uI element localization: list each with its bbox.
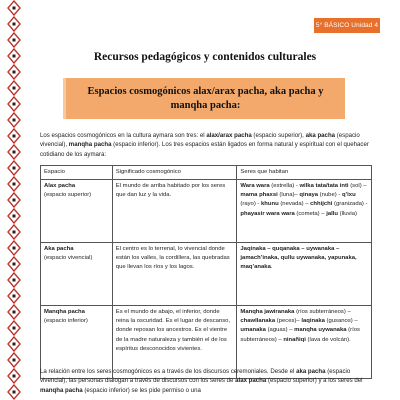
being-name: q’ixu — [341, 192, 356, 199]
being-gloss: (lava de volcán). — [305, 336, 351, 343]
being-gloss: (estrella) - — [269, 183, 300, 190]
being-name: khunu — [261, 201, 279, 208]
border-dot — [13, 87, 16, 90]
being-name: Manqha jawiranaka — [240, 309, 295, 316]
being-name: jallu — [326, 210, 338, 217]
section-heading: Espacios cosmogónicos alax/arax pacha, aka pacha y manqha pacha: — [87, 85, 324, 111]
outro-text: (espacio vivencial), las personas dialogan a través de discursos con los seres de — [40, 368, 351, 385]
being-gloss: (granizada) - — [332, 201, 368, 208]
column-header: Seres que habitan — [237, 166, 372, 180]
border-dot — [13, 295, 16, 298]
being-gloss: (nevada) – — [278, 201, 311, 208]
intro-term: aka pacha — [305, 132, 336, 139]
being-name: chhijchi — [310, 201, 333, 208]
border-dot — [13, 231, 16, 234]
closing-paragraph — [40, 367, 372, 395]
outro-term: manqha pacha — [40, 386, 83, 394]
grade-badge-label: 5° BÁSICO Unidad 4 — [315, 22, 379, 29]
space-name: Aka pacha — [44, 246, 74, 253]
border-dot — [13, 103, 16, 106]
being-gloss: . — [270, 264, 273, 271]
space-cell — [41, 180, 113, 243]
table-row — [41, 180, 372, 243]
table-row — [41, 243, 372, 306]
border-dot — [13, 375, 16, 378]
being-gloss: (aguas) – — [265, 327, 295, 334]
intro-text: Los espacios cosmogónicos en la cultura aymara son tres: el — [40, 132, 207, 139]
border-dot — [13, 135, 16, 138]
being-name: Jaqinaka – quqanaka – uywanaka – jamach’inaka, qullu uywanaka, yapunaka, maq’anaka — [240, 246, 357, 271]
border-dot — [13, 151, 16, 154]
border-dot — [13, 167, 16, 170]
border-dot — [13, 327, 16, 330]
border-dot — [13, 359, 16, 362]
beings-cell — [237, 180, 372, 243]
outro-text: (espacio inferior) se les pide permiso o una — [82, 386, 201, 394]
meaning-cell: El mundo de arriba habitado por los seres que dan luz y la vida. — [112, 180, 237, 243]
outro-text: (espacio superior) y a los seres del — [266, 377, 363, 385]
being-name: wilka tata/tata inti — [299, 183, 349, 190]
being-gloss: (rayo) - — [240, 201, 262, 208]
border-dot — [13, 247, 16, 250]
being-gloss: (nube) - — [318, 192, 342, 199]
being-gloss: (ríos subterráneos) – — [294, 309, 351, 316]
table-header-row — [41, 166, 372, 180]
space-name: Manqha pacha — [44, 309, 85, 316]
border-dot — [13, 391, 16, 394]
border-dot — [13, 7, 16, 10]
intro-text: (espacio inferior). Los tres espacios están ligados en forma natural y espiritual con el quehacer cotidiano de los aymara: — [40, 141, 369, 158]
being-gloss: (ríos subterráneos) – — [240, 327, 360, 343]
border-dot — [13, 39, 16, 42]
intro-term: alax/arax pacha — [206, 132, 252, 139]
page-title: Recursos pedagógicos y contenidos culturales — [93, 51, 317, 63]
cosmogonic-spaces-table — [40, 165, 372, 379]
intro-text: (espacio superior), — [251, 132, 306, 139]
grade-badge — [314, 18, 380, 33]
meaning-cell: El centro es lo terrenal, lo vivencial donde están los valles, la cordillera, las quebradas que llevan los ríos y los lagos. — [112, 243, 237, 306]
meaning-cell: Es el mundo de abajo, el inferior, donde reina la oscuridad. Es el lugar de descanso, donde reposan los ancestros. Es el vientre de la madre naturaleza y también el de los espíritus desconocidos vivientes. — [112, 306, 237, 379]
being-name: phayasir wara wara — [240, 210, 295, 217]
border-dot — [13, 71, 16, 74]
border-dot — [13, 263, 16, 266]
outro-term: aka pacha — [296, 368, 326, 375]
column-header: Espacio — [41, 166, 113, 180]
space-note: (espacio vivencial) — [44, 255, 93, 262]
being-name: ninañiqi — [283, 336, 306, 343]
space-note: (espacio inferior) — [44, 318, 88, 325]
being-name: umanaka — [240, 327, 266, 334]
space-name: Alax pacha — [44, 183, 76, 190]
being-name: qinaya — [299, 192, 319, 199]
outro-term: alax pacha — [235, 377, 267, 385]
being-gloss: (peces)– — [275, 318, 302, 325]
border-dot — [13, 183, 16, 186]
border-dot — [13, 279, 16, 282]
border-dot — [13, 199, 16, 202]
column-header: Significado cosmogónico — [112, 166, 237, 180]
intro-paragraph — [40, 131, 372, 159]
border-dot — [13, 343, 16, 346]
being-gloss: (sol) – — [348, 183, 367, 190]
border-dot — [13, 55, 16, 58]
being-gloss: (gusanos) – — [324, 318, 358, 325]
decorative-border — [7, 0, 21, 400]
being-name: Wara wara — [240, 183, 270, 190]
border-dot — [13, 215, 16, 218]
intro-text: (espacio vivencial), — [40, 132, 360, 149]
being-name: manqha uywanaka — [294, 327, 347, 334]
beings-cell — [237, 243, 372, 306]
space-note: (espacio superior) — [44, 192, 92, 199]
space-cell — [41, 243, 113, 306]
intro-term: manqha pacha — [68, 141, 112, 149]
border-dot — [13, 119, 16, 122]
border-dot — [13, 311, 16, 314]
being-name: chawllanaka — [240, 318, 276, 325]
section-heading-box — [63, 78, 345, 119]
being-gloss: (luna)– — [277, 192, 300, 199]
being-gloss: (lluvia) — [338, 210, 357, 217]
being-name: mama phaxsi — [240, 192, 278, 199]
border-dot — [13, 23, 16, 26]
being-gloss: (cometa) – — [294, 210, 327, 217]
being-name: laqinaka — [301, 318, 325, 325]
outro-text: La relación entre los seres cosmogónicos es a través de los discursos ceremoniales. Desde el — [40, 368, 297, 375]
